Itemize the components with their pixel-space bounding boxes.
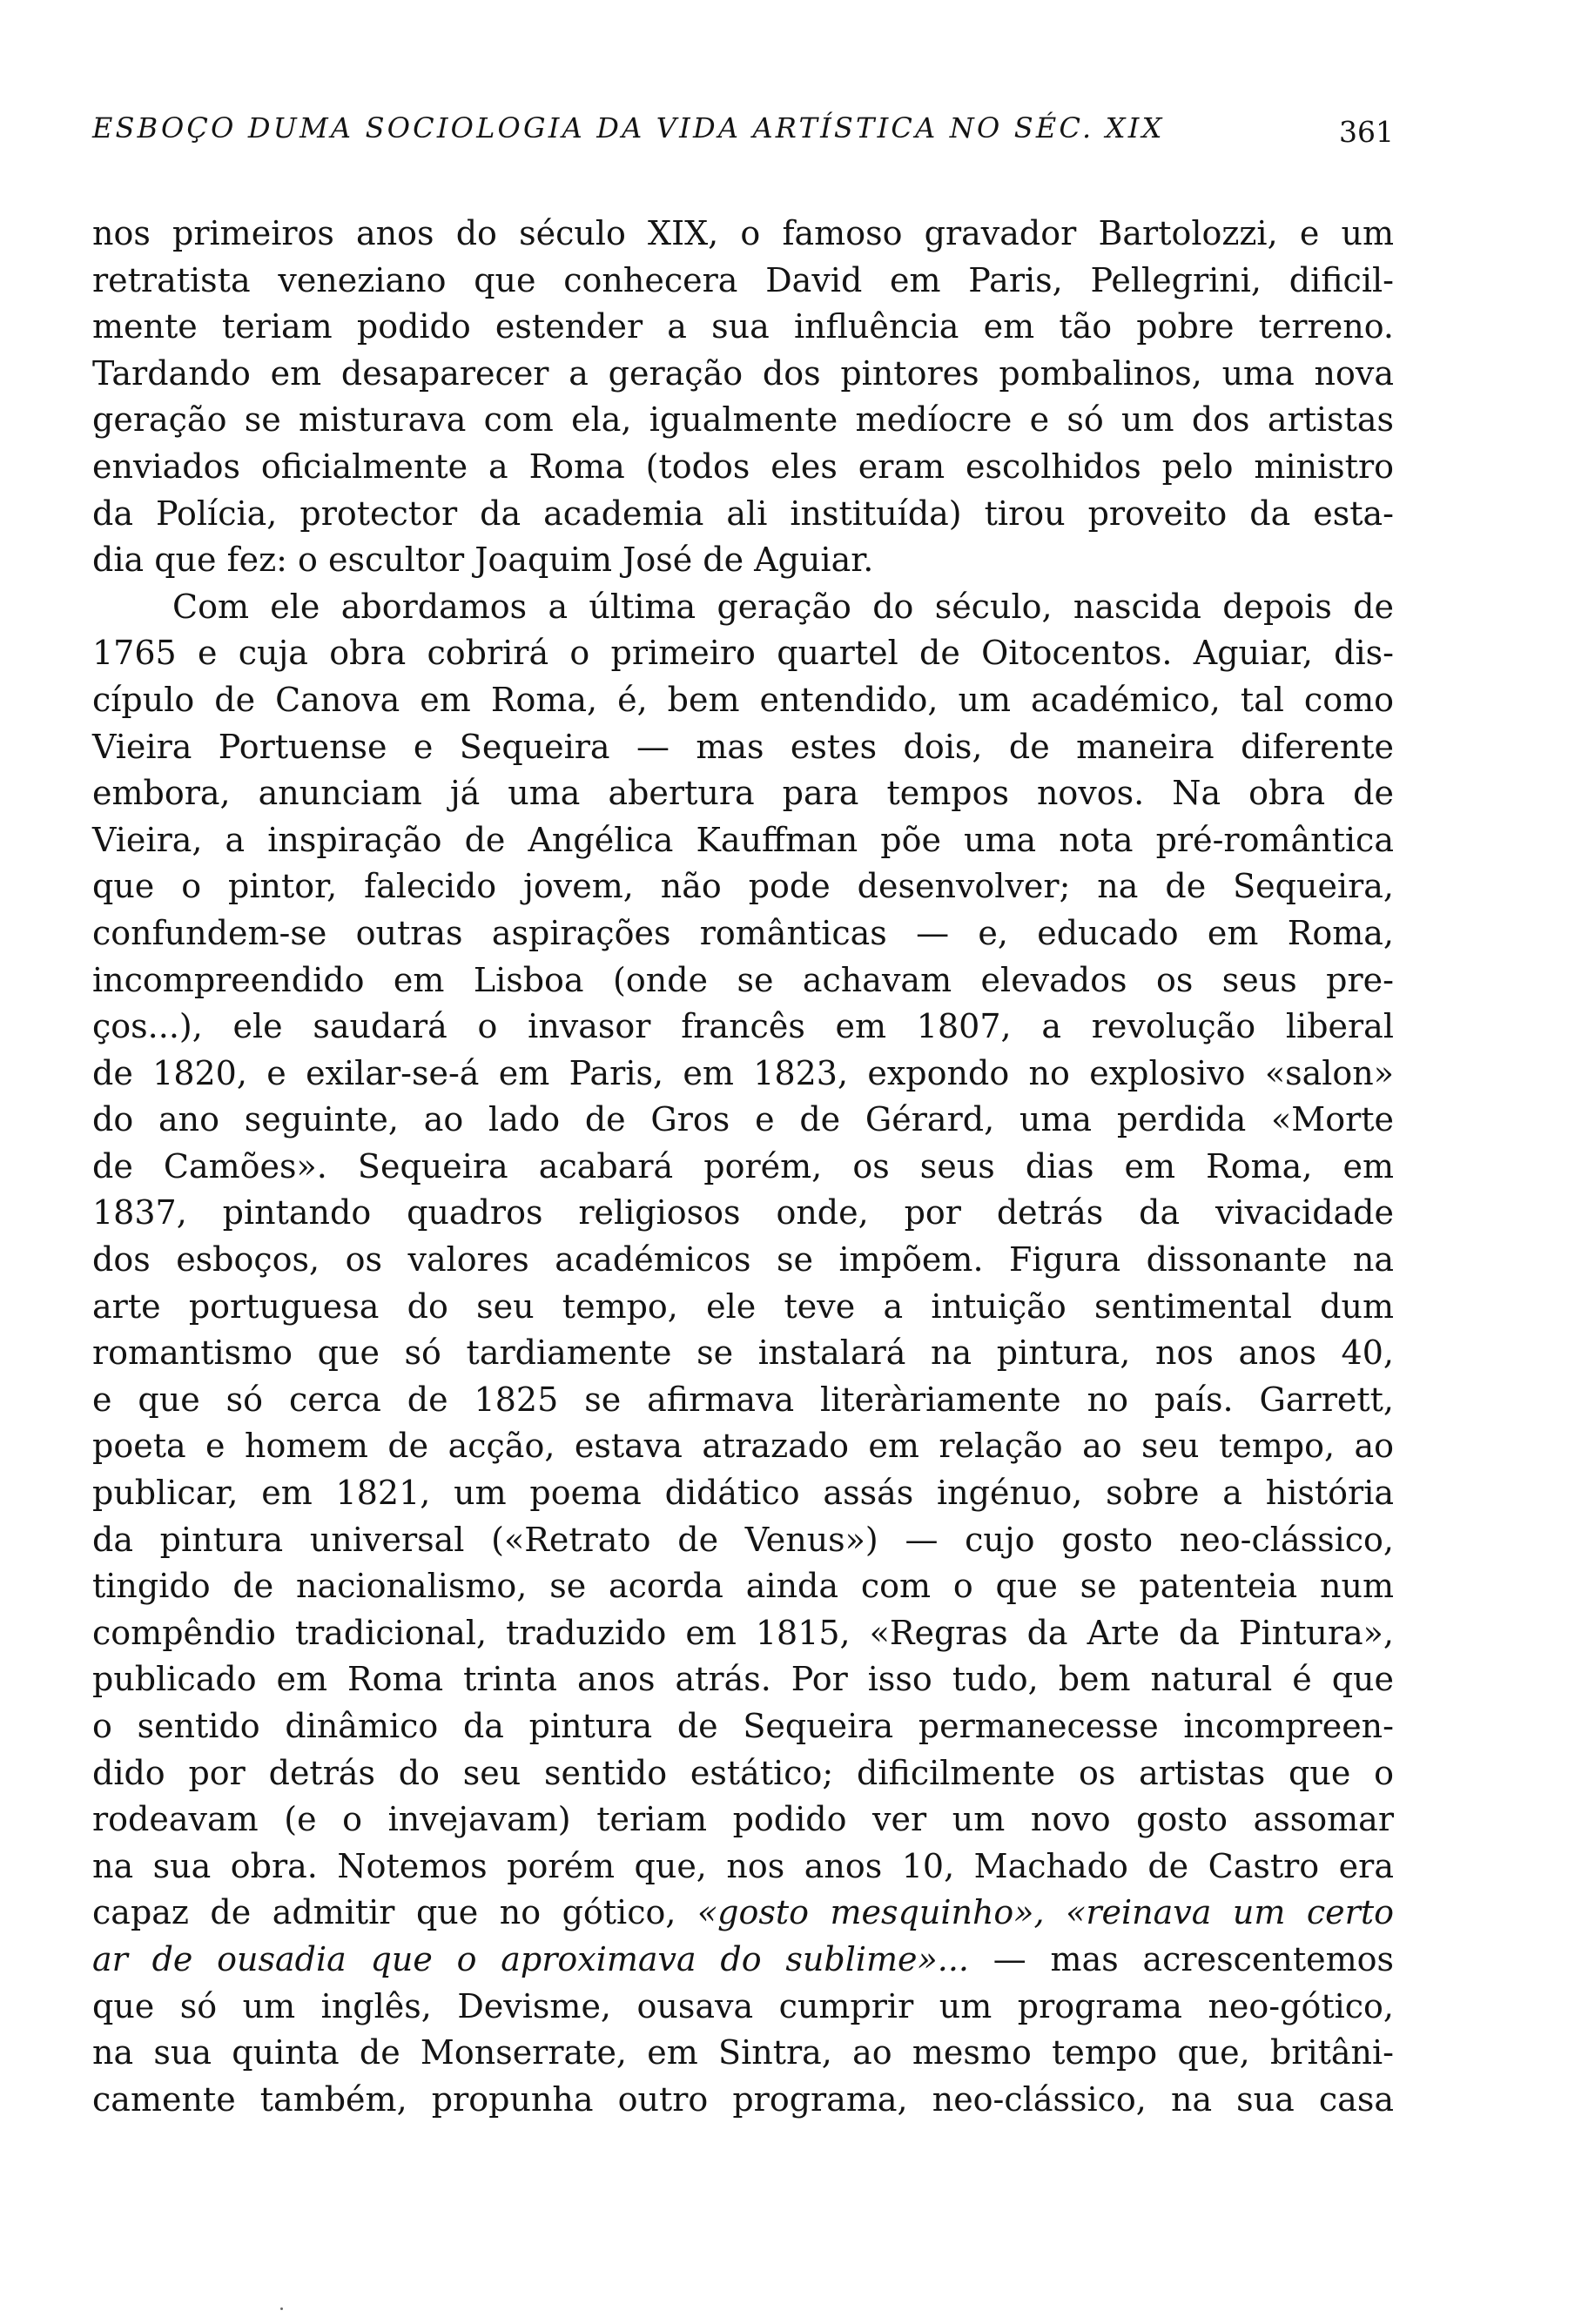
text-line: do ano seguinte, ao lado de Gros e de Gérard, uma perdida «Morte [92, 1100, 1394, 1139]
text-line: cípulo de Canova em Roma, é, bem entendido, um académico, tal como [92, 680, 1394, 719]
text-line-with-quote [92, 1937, 1394, 1984]
running-head [92, 111, 1394, 164]
text-line: camente também, propunha outro programa, neo-clássico, na sua casa [92, 2079, 1394, 2119]
text-line: rodeavam (e o invejavam) teriam podido ver um novo gosto assomar [92, 1800, 1394, 1839]
text-line: na sua obra. Notemos porém que, nos anos 10, Machado de Castro era [92, 1846, 1394, 1885]
page-number: 361 [1339, 115, 1394, 149]
text-line: dos esboços, os valores académicos se impõem. Figura dissonante na [92, 1240, 1394, 1280]
text-line: incompreendido em Lisboa (onde se achavam elevados os seus pre- [92, 960, 1394, 999]
text-line: que só um inglês, Devisme, ousava cumprir um programa neo-gótico, [92, 1986, 1394, 2025]
text-line: na sua quinta de Monserrate, em Sintra, ao mesmo tempo que, britâni- [92, 2033, 1394, 2072]
running-title: ESBOÇO DUMA SOCIOLOGIA DA VIDA ARTÍSTICA NO SÉC. XIX [92, 111, 1165, 144]
text-line: 1837, pintando quadros religiosos onde, por detrás da vivacidade [92, 1193, 1394, 1233]
text-run: capaz de admitir que no gótico, [92, 1893, 697, 1932]
text-line: Tardando em desaparecer a geração dos pintores pombalinos, uma nova [92, 353, 1394, 393]
text-line: de 1820, e exilar-se-á em Paris, em 1823, expondo no explosivo «salon» [92, 1053, 1394, 1092]
text-line: nos primeiros anos do século XIX, o famoso gravador Bartolozzi, e um [92, 214, 1394, 252]
text-line: poeta e homem de acção, estava atrazado em relação ao seu tempo, ao [92, 1427, 1394, 1466]
text-line: mente teriam podido estender a sua influência em tão pobre terreno. [92, 307, 1394, 346]
text-line: compêndio tradicional, traduzido em 1815, «Regras da Arte da Pintura», [92, 1613, 1394, 1652]
text-line: enviados oficialmente a Roma (todos eles eram escolhidos pelo ministro [92, 447, 1394, 486]
text-line: 1765 e cuja obra cobrirá o primeiro quartel de Oitocentos. Aguiar, dis- [92, 634, 1394, 673]
text-run: — mas acrescentemos [969, 1939, 1394, 1978]
text-line-with-quote [92, 1890, 1394, 1937]
text-line: que o pintor, falecido jovem, não pode desenvolver; na de Sequeira, [92, 867, 1394, 906]
text-line: confundem-se outras aspirações românticas — e, educado em Roma, [92, 913, 1394, 952]
text-line: da pintura universal («Retrato de Venus») — cujo gosto neo-clássico, [92, 1520, 1394, 1559]
text-line: Vieira, a inspiração de Angélica Kauffman põe uma nota pré-romântica [92, 820, 1394, 859]
text-line: publicar, em 1821, um poema didático assás ingénuo, sobre a história [92, 1474, 1394, 1513]
text-line: o sentido dinâmico da pintura de Sequeira permanecesse incompreen- [92, 1707, 1394, 1745]
text-line: Com ele abordamos a última geração do século, nascida depois de [172, 587, 1394, 626]
text-line: dido por detrás do seu sentido estático; dificilmente os artistas que o [92, 1753, 1394, 1792]
text-line: retratista veneziano que conhecera David em Paris, Pellegrini, dificil- [92, 260, 1394, 299]
text-line: dia que fez: o escultor Joaquim José de Aguiar. [92, 541, 874, 580]
italic-quote: «gosto mesquinho», «reinava um certo [696, 1893, 1394, 1932]
text-line: Vieira Portuense e Sequeira — mas estes dois, de maneira diferente [92, 727, 1394, 766]
text-line: romantismo que só tardiamente se instalará na pintura, nos anos 40, [92, 1333, 1394, 1373]
text-line: geração se misturava com ela, igualmente medíocre e só um dos artistas [92, 400, 1394, 440]
text-line: tingido de nacionalismo, se acorda ainda com o que se patenteia num [92, 1567, 1394, 1606]
body-text [92, 211, 1394, 2123]
paragraph-1 [92, 211, 1394, 584]
paragraph-2 [92, 584, 1394, 2124]
paper-speck [280, 2307, 283, 2310]
text-line: embora, anunciam já uma abertura para tempos novos. Na obra de [92, 774, 1394, 813]
text-line: ços...), ele saudará o invasor francês em 1807, a revolução liberal [92, 1007, 1394, 1046]
text-line: arte portuguesa do seu tempo, ele teve a intuição sentimental dum [92, 1286, 1394, 1326]
text-line: de Camões». Sequeira acabará porém, os seus dias em Roma, em [92, 1146, 1394, 1186]
text-line: e que só cerca de 1825 se afirmava literàriamente no país. Garrett, [92, 1380, 1394, 1419]
text-line: da Polícia, protector da academia ali instituída) tirou proveito da esta- [92, 494, 1394, 533]
italic-quote: ar de ousadia que o aproximava do sublime»... [92, 1939, 970, 1978]
text-line: publicado em Roma trinta anos atrás. Por isso tudo, bem natural é que [92, 1660, 1394, 1699]
